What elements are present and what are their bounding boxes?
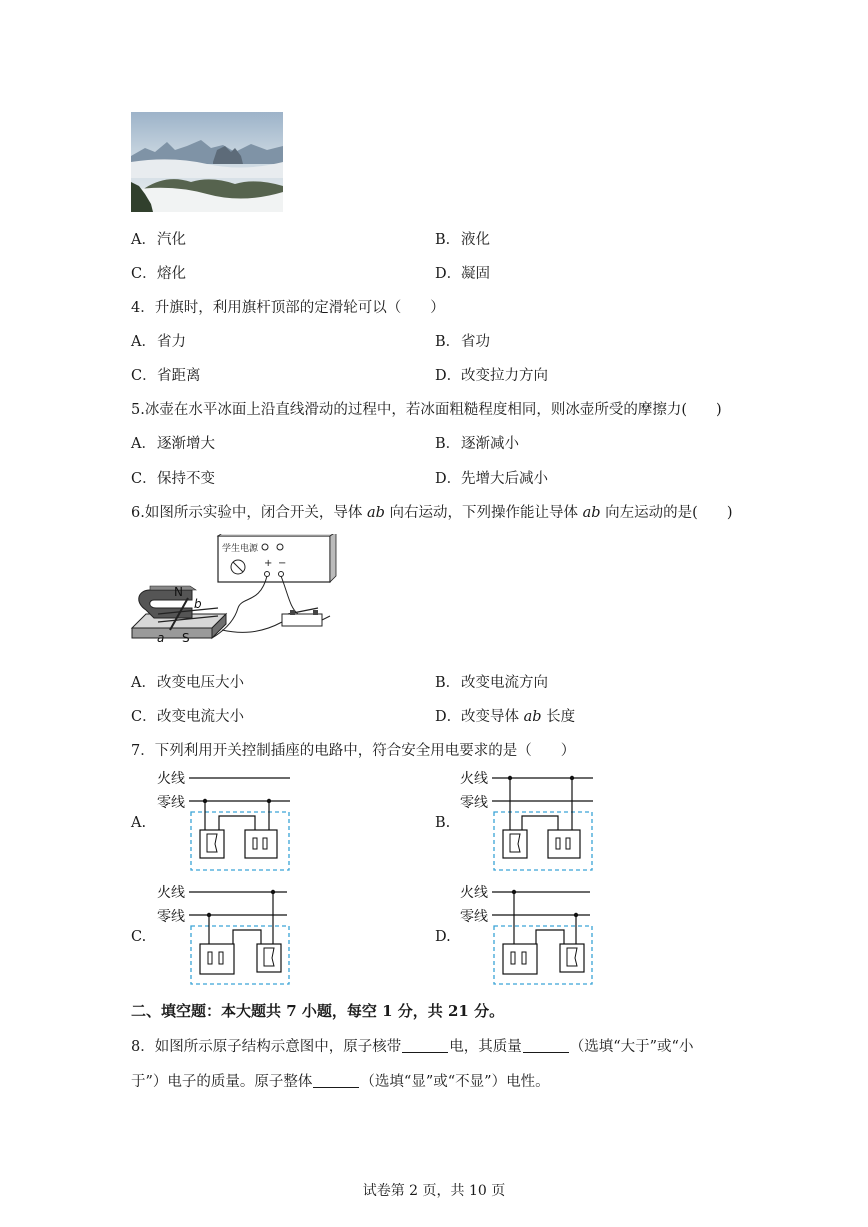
q4-stem: 4．升旗时，利用旗杆顶部的定滑轮可以（ ） (131, 300, 445, 316)
answer-blank-2 (523, 1038, 569, 1053)
answer-blank-1 (402, 1038, 448, 1053)
live-wire-label: 火线 (460, 885, 488, 901)
q4-option-a: A．省力 (131, 334, 186, 350)
neutral-wire-label: 零线 (460, 795, 488, 811)
q7-label-b: B. (435, 815, 451, 831)
q6-option-a: A．改变电压大小 (131, 675, 244, 691)
circuit-a (157, 768, 297, 874)
q8-line-1: 8．如图所示原子结构示意图中，原子核带 电，其质量 （选填“大于”或“小 (131, 1039, 694, 1055)
section-2-heading: 二、填空题：本大题共 7 小题，每空 1 分，共 21 分。 (131, 1002, 505, 1020)
q7-label-d: D. (435, 929, 451, 945)
live-wire-label: 火线 (460, 771, 488, 787)
answer-blank-3 (313, 1073, 359, 1088)
circuit-c (157, 882, 297, 988)
power-supply (218, 534, 336, 582)
sea-of-clouds-photo (131, 112, 283, 212)
power-supply-label: 学生电源 (222, 544, 259, 554)
neutral-wire-label: 零线 (460, 909, 488, 925)
q5-option-b: B．逐渐减小 (435, 436, 519, 452)
pole-n-label: N (174, 585, 183, 599)
circuit-b (460, 768, 600, 874)
q5-option-d: D．先增大后减小 (435, 471, 548, 487)
rod-end-a-label: a (157, 631, 165, 645)
q7-label-a: A. (131, 815, 147, 831)
knife-switch (282, 608, 322, 626)
q6-stem: 6.如图所示实验中，闭合开关，导体 ab 向右运动，下列操作能让导体 ab 向左运动的是( ) (131, 505, 733, 521)
circuit-d (460, 882, 600, 988)
neutral-wire-label: 零线 (157, 909, 185, 925)
q4-option-d: D．改变拉力方向 (435, 368, 548, 384)
electromagnetic-induction-figure (130, 534, 342, 648)
live-wire-label: 火线 (157, 885, 185, 901)
page-footer: 试卷第 2 页，共 10 页 (362, 1183, 506, 1199)
live-wire-label: 火线 (157, 771, 185, 787)
q6-option-b: B．改变电流方向 (435, 675, 548, 691)
q3-option-c: C．熔化 (131, 266, 186, 282)
minus-terminal-label: − (278, 558, 287, 569)
q7-stem: 7．下列利用开关控制插座的电路中，符合安全用电要求的是（ ） (131, 743, 576, 759)
q5-option-a: A．逐渐增大 (131, 436, 215, 452)
q4-option-b: B．省功 (435, 334, 490, 350)
q6-option-d: D．改变导体 ab 长度 (435, 709, 576, 725)
rod-end-b-label: b (194, 597, 202, 611)
q3-option-b: B．液化 (435, 232, 490, 248)
q3-option-d: D．凝固 (435, 266, 490, 282)
q5-stem: 5.冰壶在水平冰面上沿直线滑动的过程中，若冰面粗糙程度相同，则冰壶所受的摩擦力( ) (131, 402, 722, 418)
pole-s-label: S (182, 631, 190, 645)
q5-option-c: C．保持不变 (131, 471, 215, 487)
plus-terminal-label: + (264, 558, 273, 569)
q4-option-c: C．省距离 (131, 368, 201, 384)
q6-option-c: C．改变电流大小 (131, 709, 244, 725)
neutral-wire-label: 零线 (157, 795, 185, 811)
q7-label-c: C. (131, 929, 147, 945)
q8-line-2: 于”）电子的质量。原子整体 （选填“显”或“不显”）电性。 (131, 1074, 550, 1090)
q3-option-a: A．汽化 (131, 232, 186, 248)
